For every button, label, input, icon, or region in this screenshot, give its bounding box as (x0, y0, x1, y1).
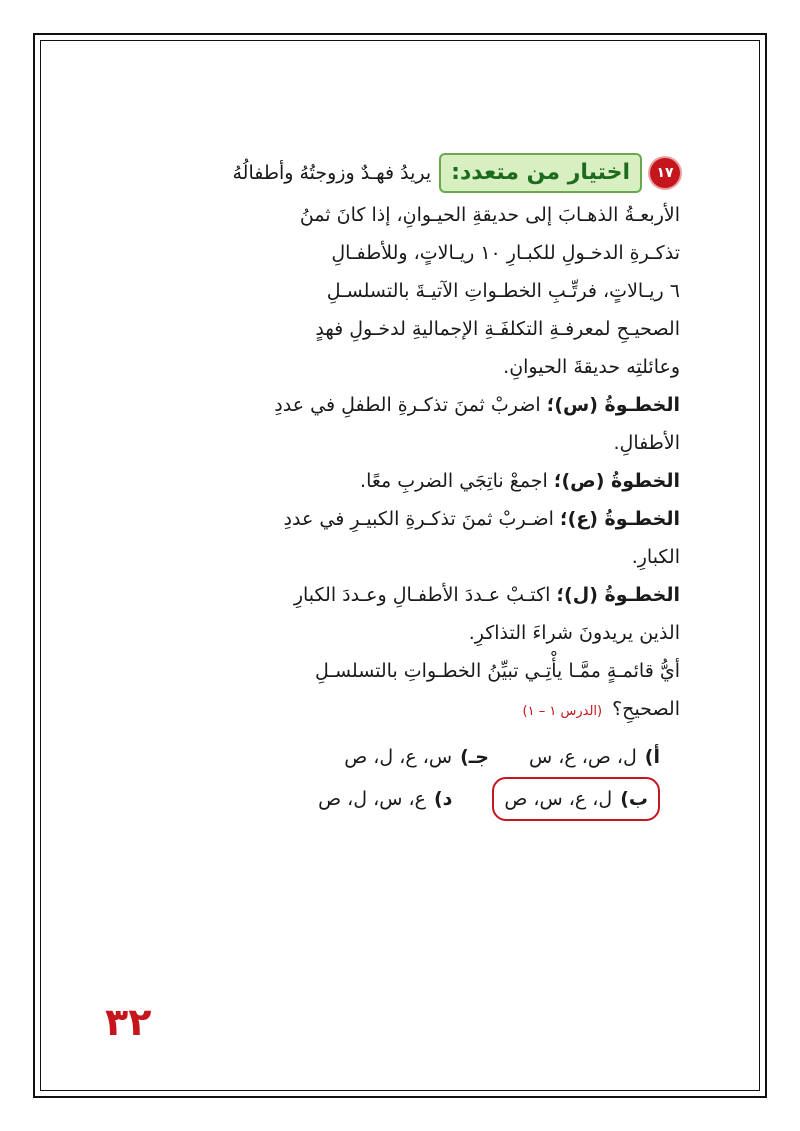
step-sad-name: الخطوةُ (ص)؛ (553, 470, 680, 492)
step-s-continuation: الأطفالِ. (613, 432, 680, 454)
step-s-text: اضربْ ثمنَ تذكـرةِ الطفلِ في عددِ (274, 394, 541, 416)
prompt-text: الصحيحِ؟ (612, 698, 680, 720)
options-row (100, 737, 660, 777)
page-number: ٣٢ (105, 1000, 152, 1044)
option-a[interactable] (529, 737, 660, 777)
prompt-line: أيُّ قائمـةٍ ممَّـا يأْتِـي تبيِّنُ الخطـواتِ بالتسلسـلِ (315, 660, 680, 682)
step-s (100, 386, 680, 424)
option-letter: د) (433, 788, 453, 810)
intro-first-line: يريدُ فهـدٌ وزوجتُهُ وأطفالُهُ (232, 162, 432, 184)
step-ain-continuation: الكبارِ. (631, 546, 680, 568)
option-d[interactable] (318, 777, 452, 821)
step-ain-text: اضـربْ ثمنَ تذكـرةِ الكبيـرِ في عددِ (283, 508, 554, 530)
option-text: ل، ع، س، ص (504, 788, 613, 810)
option-text: س، ع، ل، ص (344, 746, 453, 768)
step-s-name: الخطـوةُ (س)؛ (546, 394, 680, 416)
question-block (100, 150, 680, 821)
intro-line: الأربعـةُ الذهـابَ إلى حديقةِ الحيـوانِ، إذا كانَ ثمنُ (299, 204, 680, 226)
step-ain (100, 500, 680, 538)
step-sad-text: اجمعْ ناتِجَي الضربِ معًا. (360, 470, 548, 492)
option-letter: ب) (620, 788, 648, 810)
option-text: ع، س، ل، ص (318, 788, 426, 810)
options-row (100, 777, 660, 821)
answer-options (100, 737, 680, 821)
option-c[interactable] (344, 737, 489, 777)
step-lam (100, 576, 680, 614)
question-header (100, 150, 680, 196)
option-text: ل، ص، ع، س (528, 746, 637, 768)
intro-line: وعائلتِه حديقةَ الحيوانِ. (503, 356, 680, 378)
option-letter: جـ) (460, 746, 489, 768)
lesson-reference: (الدرس ١ – ١) (522, 704, 603, 719)
step-sad (100, 462, 680, 500)
step-lam-text: اكتـبْ عـددَ الأطفـالِ وعـددَ الكبارِ (293, 584, 551, 606)
step-lam-name: الخطـوةُ (ل)؛ (556, 584, 680, 606)
option-letter: أ) (644, 746, 660, 768)
intro-line: ٦ ريـالاتٍ، فرتِّـبِ الخطـواتِ الآتيـةَ بالتسلسـلِ (326, 280, 680, 302)
question-number-badge: ١٧ (650, 158, 680, 188)
option-b-correct[interactable] (492, 777, 660, 821)
multiple-choice-label: اختيار من متعدد: (439, 153, 642, 193)
intro-line: تذكـرةِ الدخـولِ للكبـارِ ١٠ ريـالاتٍ، وللأطفـالِ (331, 242, 680, 264)
prompt-line-2 (100, 690, 680, 731)
intro-line: الصحيـحِ لمعرفـةِ التكلفَـةِ الإجماليةِ لدخـولِ فهدٍ (315, 318, 680, 340)
step-lam-continuation: الذين يريدونَ شراءَ التذاكرِ. (468, 622, 680, 644)
step-ain-name: الخطـوةُ (ع)؛ (559, 508, 680, 530)
